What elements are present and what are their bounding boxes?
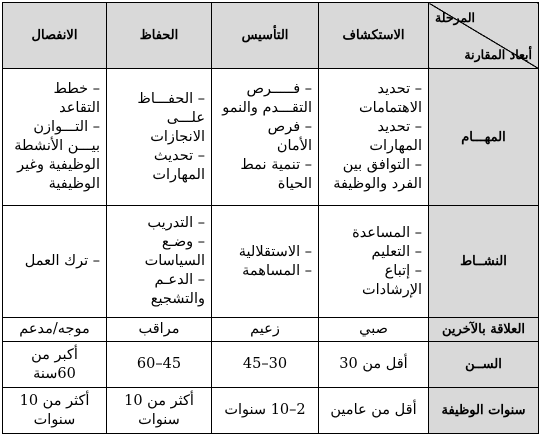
cell-line: سنوات bbox=[138, 411, 180, 428]
row-tasks bbox=[3, 69, 539, 206]
cell-line: والتشجيع bbox=[150, 291, 205, 307]
cell-line: المهارات bbox=[152, 166, 205, 183]
header-disengagement: الانفصال bbox=[3, 3, 107, 69]
cell-activity-establishment bbox=[212, 206, 319, 318]
cell-line: – تحديث bbox=[153, 147, 205, 164]
cell-line: الإرشادات bbox=[361, 281, 422, 298]
cell-line: – الاستقلالية bbox=[238, 243, 312, 260]
row-label-job-years: سنوات الوظيفة bbox=[429, 388, 539, 434]
cell-line: بيـــن الأنشطة bbox=[14, 138, 100, 154]
cell-line: – وضـع bbox=[161, 234, 205, 250]
cell-line: أقل من 30 bbox=[339, 356, 408, 372]
cell-line: – تنمية نمط bbox=[240, 157, 312, 173]
cell-line: الأمان bbox=[276, 138, 312, 154]
cell-job-years-establishment bbox=[212, 388, 319, 434]
corner-header-cell bbox=[429, 3, 539, 69]
cell-activity-exploration bbox=[319, 206, 429, 318]
cell-line: – المساعدة bbox=[352, 224, 422, 241]
cell-line: – خطط bbox=[53, 81, 100, 97]
cell-line: أكثر من 10 bbox=[19, 392, 90, 409]
cell-activity-disengagement bbox=[3, 206, 107, 318]
header-exploration: الاستكشاف bbox=[319, 3, 429, 69]
cell-line: أقل من عامين bbox=[330, 402, 417, 418]
cell-line: أكثر من 10 bbox=[124, 392, 194, 409]
cell-line: علـــى bbox=[166, 109, 205, 126]
career-stages-table bbox=[2, 2, 539, 434]
cell-line: – التوافق بين bbox=[342, 157, 422, 173]
cell-line: الانجازات bbox=[150, 128, 205, 145]
cell-line: 45–60 bbox=[136, 356, 182, 372]
cell-line: مراقب bbox=[138, 321, 180, 337]
cell-tasks-exploration bbox=[319, 69, 429, 206]
cell-line: – التعليم bbox=[371, 243, 422, 260]
cell-line: 2–10 سنوات bbox=[224, 402, 306, 418]
cell-line: موجه/مدعم bbox=[19, 321, 90, 337]
cell-line: 60سنة bbox=[33, 365, 76, 382]
row-label-relationship: العلاقة بالآخرين bbox=[429, 318, 539, 342]
stage-label: المرحلة bbox=[435, 9, 475, 25]
cell-activity-maintenance bbox=[107, 206, 212, 318]
row-label-age: الســن bbox=[429, 342, 539, 388]
cell-job-years-maintenance bbox=[107, 388, 212, 434]
cell-line: صبي bbox=[359, 321, 388, 337]
cell-line: الاهتمامات bbox=[359, 100, 422, 116]
cell-line: – تحديد bbox=[377, 81, 422, 97]
cell-tasks-establishment bbox=[212, 69, 319, 206]
cell-line: سنوات bbox=[33, 411, 76, 428]
cell-tasks-maintenance bbox=[107, 69, 212, 206]
row-activity bbox=[3, 206, 539, 318]
cell-line: 30–45 bbox=[242, 356, 288, 372]
cell-line: المهارات bbox=[369, 138, 422, 154]
header-row bbox=[3, 3, 539, 69]
cell-line: – الدعـم bbox=[154, 272, 205, 288]
cell-line: – المساهمة bbox=[242, 262, 312, 279]
cell-job-years-disengagement bbox=[3, 388, 107, 434]
cell-relationship-maintenance bbox=[107, 318, 212, 342]
cell-line: التقاعد bbox=[59, 100, 100, 116]
cell-age-disengagement bbox=[3, 342, 107, 388]
cell-line: – ترك العمل bbox=[24, 253, 100, 269]
header-establishment: التأسيس bbox=[212, 3, 319, 69]
row-label-activity: النشــاط bbox=[429, 206, 539, 318]
cell-line: الوظيفية bbox=[48, 176, 100, 192]
cell-line: الحياة bbox=[277, 176, 312, 192]
row-job-years bbox=[3, 388, 539, 434]
row-relationship bbox=[3, 318, 539, 342]
cell-line: – التدريب bbox=[147, 215, 205, 231]
row-age bbox=[3, 342, 539, 388]
cell-age-establishment bbox=[212, 342, 319, 388]
cell-line: السياسات bbox=[144, 253, 205, 269]
cell-line: التقـــدم والنمو bbox=[222, 100, 312, 116]
header-maintenance: الحفاظ bbox=[107, 3, 212, 69]
cell-line: الفرد والوظيفة bbox=[333, 176, 422, 192]
cell-job-years-exploration bbox=[319, 388, 429, 434]
row-label-tasks: المهـــام bbox=[429, 69, 539, 206]
cell-relationship-establishment bbox=[212, 318, 319, 342]
cell-relationship-exploration bbox=[319, 318, 429, 342]
cell-line: – إتباع bbox=[384, 262, 422, 279]
cell-relationship-disengagement bbox=[3, 318, 107, 342]
cell-age-exploration bbox=[319, 342, 429, 388]
cell-age-maintenance bbox=[107, 342, 212, 388]
cell-line: الوظيفية وغير bbox=[17, 157, 100, 173]
cell-line: – التـــوازن bbox=[33, 119, 100, 135]
cell-line: – فرص bbox=[267, 119, 312, 135]
cell-line: أكبر من bbox=[31, 346, 78, 363]
comparison-dimensions-label: أبعاد المقارنة bbox=[464, 46, 532, 62]
cell-line: – فـــــرص bbox=[246, 81, 312, 97]
cell-line: – الحفـــاظ bbox=[137, 90, 205, 107]
cell-tasks-disengagement bbox=[3, 69, 107, 206]
cell-line: زعيم bbox=[250, 321, 280, 337]
cell-line: – تحديد bbox=[377, 119, 422, 135]
